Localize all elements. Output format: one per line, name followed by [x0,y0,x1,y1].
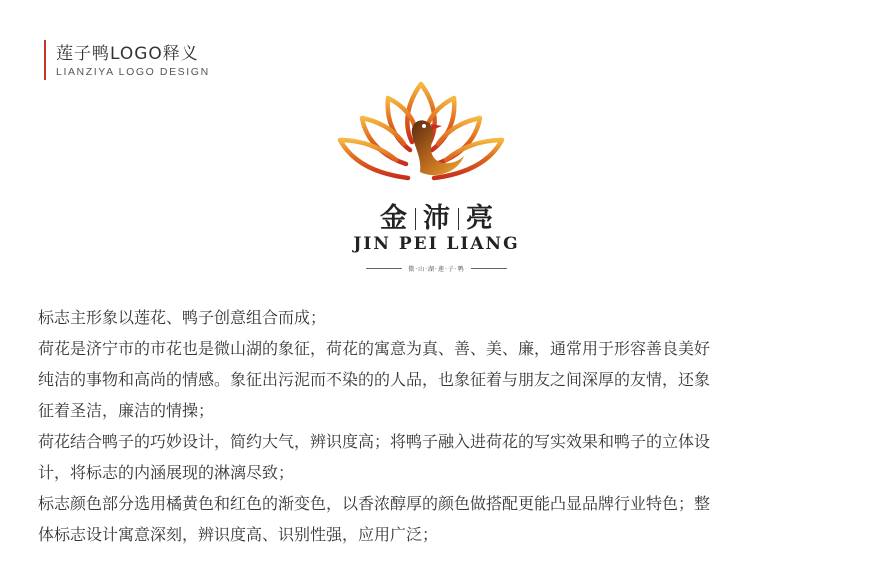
page-title: 莲子鸭LOGO释义 [56,44,199,64]
description-line: 计，将标志的内涵展现的淋漓尽致； [38,463,295,482]
brand-char: 金 [380,203,407,234]
page-subtitle: LIANZIYA LOGO DESIGN [56,66,210,78]
brand-divider [415,208,416,230]
tagline-rule [366,268,402,269]
description-line: 体标志设计寓意深刻，辨识度高、识别性强，应用广泛； [38,525,439,544]
description-line: 荷花结合鸭子的巧妙设计，简约大气，辨识度高；将鸭子融入进荷花的写实效果和鸭子的立体设 [38,432,711,451]
brand-name-en: JIN PEI LIANG [353,234,520,254]
brand-name-zh [0,196,873,235]
brand-tagline: 微·山·湖·莲·子·鸭 [408,266,465,273]
description-line: 纯洁的事物和高尚的情感。象征出污泥而不染的的人品，也象征着与朋友之间深厚的友情，还象 [38,370,711,389]
description-line: 征着圣洁，廉洁的情操； [38,401,215,420]
tagline-rule [471,268,507,269]
description-line: 荷花是济宁市的市花也是微山湖的象征，荷花的寓意为真、善、美、廉，通常用于形容善良美好 [38,339,711,358]
description-line: 标志颜色部分选用橘黄色和红色的渐变色，以香浓醇厚的颜色做搭配更能凸显品牌行业特色；整 [38,494,711,513]
lotus-duck-icon [336,80,506,200]
header-accent-bar [44,40,46,80]
logo-description [38,302,838,550]
description-line: 标志主形象以莲花、鸭子创意组合而成； [38,308,327,327]
brand-tagline-row [0,258,873,277]
brand-divider [458,208,459,230]
brand-char: 沛 [423,203,450,234]
brand-char: 亮 [466,203,493,234]
